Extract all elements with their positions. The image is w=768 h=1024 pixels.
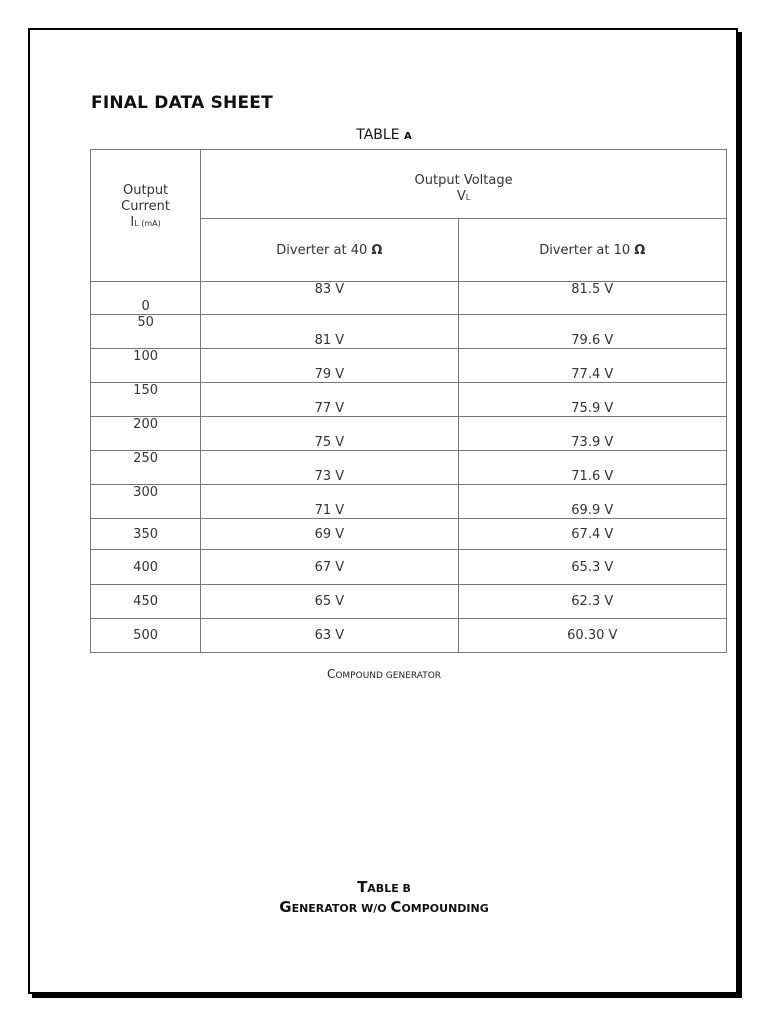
cell-output-current: 100 bbox=[91, 349, 201, 383]
cell-voltage-10-ohm: 71.6 V bbox=[458, 451, 726, 485]
header-current-symbol: IL (mA) bbox=[130, 215, 161, 230]
cell-voltage-40-ohm: 73 V bbox=[201, 451, 458, 485]
cell-voltage-40-ohm: 69 V bbox=[201, 519, 458, 550]
header-voltage-line1: Output Voltage bbox=[414, 172, 513, 188]
cell-output-current: 250 bbox=[91, 451, 201, 485]
cell-output-current: 400 bbox=[91, 550, 201, 585]
table-row bbox=[91, 550, 727, 585]
table-row bbox=[91, 282, 727, 315]
cell-voltage-10-ohm: 73.9 V bbox=[458, 417, 726, 451]
cell-output-current: 350 bbox=[91, 519, 201, 550]
cell-voltage-40-ohm: 71 V bbox=[201, 485, 458, 519]
table-a-caption-main: TABLE bbox=[356, 127, 404, 143]
table-row bbox=[91, 315, 727, 349]
cell-voltage-10-ohm: 77.4 V bbox=[458, 349, 726, 383]
cell-output-current: 300 bbox=[91, 485, 201, 519]
cell-voltage-10-ohm: 60.30 V bbox=[458, 619, 726, 653]
header-current-line2: Current bbox=[121, 199, 170, 214]
table-row bbox=[91, 417, 727, 451]
cell-voltage-10-ohm: 69.9 V bbox=[458, 485, 726, 519]
cell-output-current: 0 bbox=[91, 282, 201, 315]
cell-voltage-40-ohm: 77 V bbox=[201, 383, 458, 417]
cell-output-current: 50 bbox=[91, 315, 201, 349]
table-row bbox=[91, 585, 727, 619]
table-b-line2: GENERATOR W/O COMPOUNDING bbox=[279, 898, 489, 916]
table-a bbox=[90, 149, 727, 653]
cell-output-current: 450 bbox=[91, 585, 201, 619]
cell-voltage-10-ohm: 67.4 V bbox=[458, 519, 726, 550]
cell-voltage-40-ohm: 81 V bbox=[201, 315, 458, 349]
cell-voltage-40-ohm: 75 V bbox=[201, 417, 458, 451]
table-a-rows bbox=[91, 282, 727, 653]
header-output-voltage bbox=[201, 150, 727, 219]
table-a-footnote: COMPOUND GENERATOR bbox=[326, 667, 442, 681]
table-b-title bbox=[0, 878, 768, 918]
table-row bbox=[91, 349, 727, 383]
cell-voltage-10-ohm: 81.5 V bbox=[458, 282, 726, 315]
table-row bbox=[91, 485, 727, 519]
table-row bbox=[91, 519, 727, 550]
cell-output-current: 150 bbox=[91, 383, 201, 417]
table-b-line1: TABLE B bbox=[357, 878, 411, 896]
cell-voltage-10-ohm: 75.9 V bbox=[458, 383, 726, 417]
table-row bbox=[91, 451, 727, 485]
cell-voltage-10-ohm: 65.3 V bbox=[458, 550, 726, 585]
cell-voltage-40-ohm: 63 V bbox=[201, 619, 458, 653]
cell-voltage-40-ohm: 67 V bbox=[201, 550, 458, 585]
table-a-caption bbox=[0, 127, 768, 143]
header-output-current bbox=[91, 150, 201, 282]
cell-voltage-40-ohm: 79 V bbox=[201, 349, 458, 383]
header-current-line1: Output bbox=[123, 183, 169, 198]
table-row bbox=[91, 383, 727, 417]
cell-voltage-10-ohm: 79.6 V bbox=[458, 315, 726, 349]
table-a-caption-letter: A bbox=[404, 131, 412, 142]
header-diverter-40: Diverter at 40 Ω bbox=[201, 219, 458, 282]
cell-output-current: 500 bbox=[91, 619, 201, 653]
sheet-title: FINAL DATA SHEET bbox=[91, 93, 273, 113]
header-diverter-10: Diverter at 10 Ω bbox=[458, 219, 726, 282]
cell-voltage-40-ohm: 83 V bbox=[201, 282, 458, 315]
cell-output-current: 200 bbox=[91, 417, 201, 451]
table-row bbox=[91, 619, 727, 653]
cell-voltage-40-ohm: 65 V bbox=[201, 585, 458, 619]
cell-voltage-10-ohm: 62.3 V bbox=[458, 585, 726, 619]
header-voltage-symbol: VL bbox=[456, 188, 471, 204]
